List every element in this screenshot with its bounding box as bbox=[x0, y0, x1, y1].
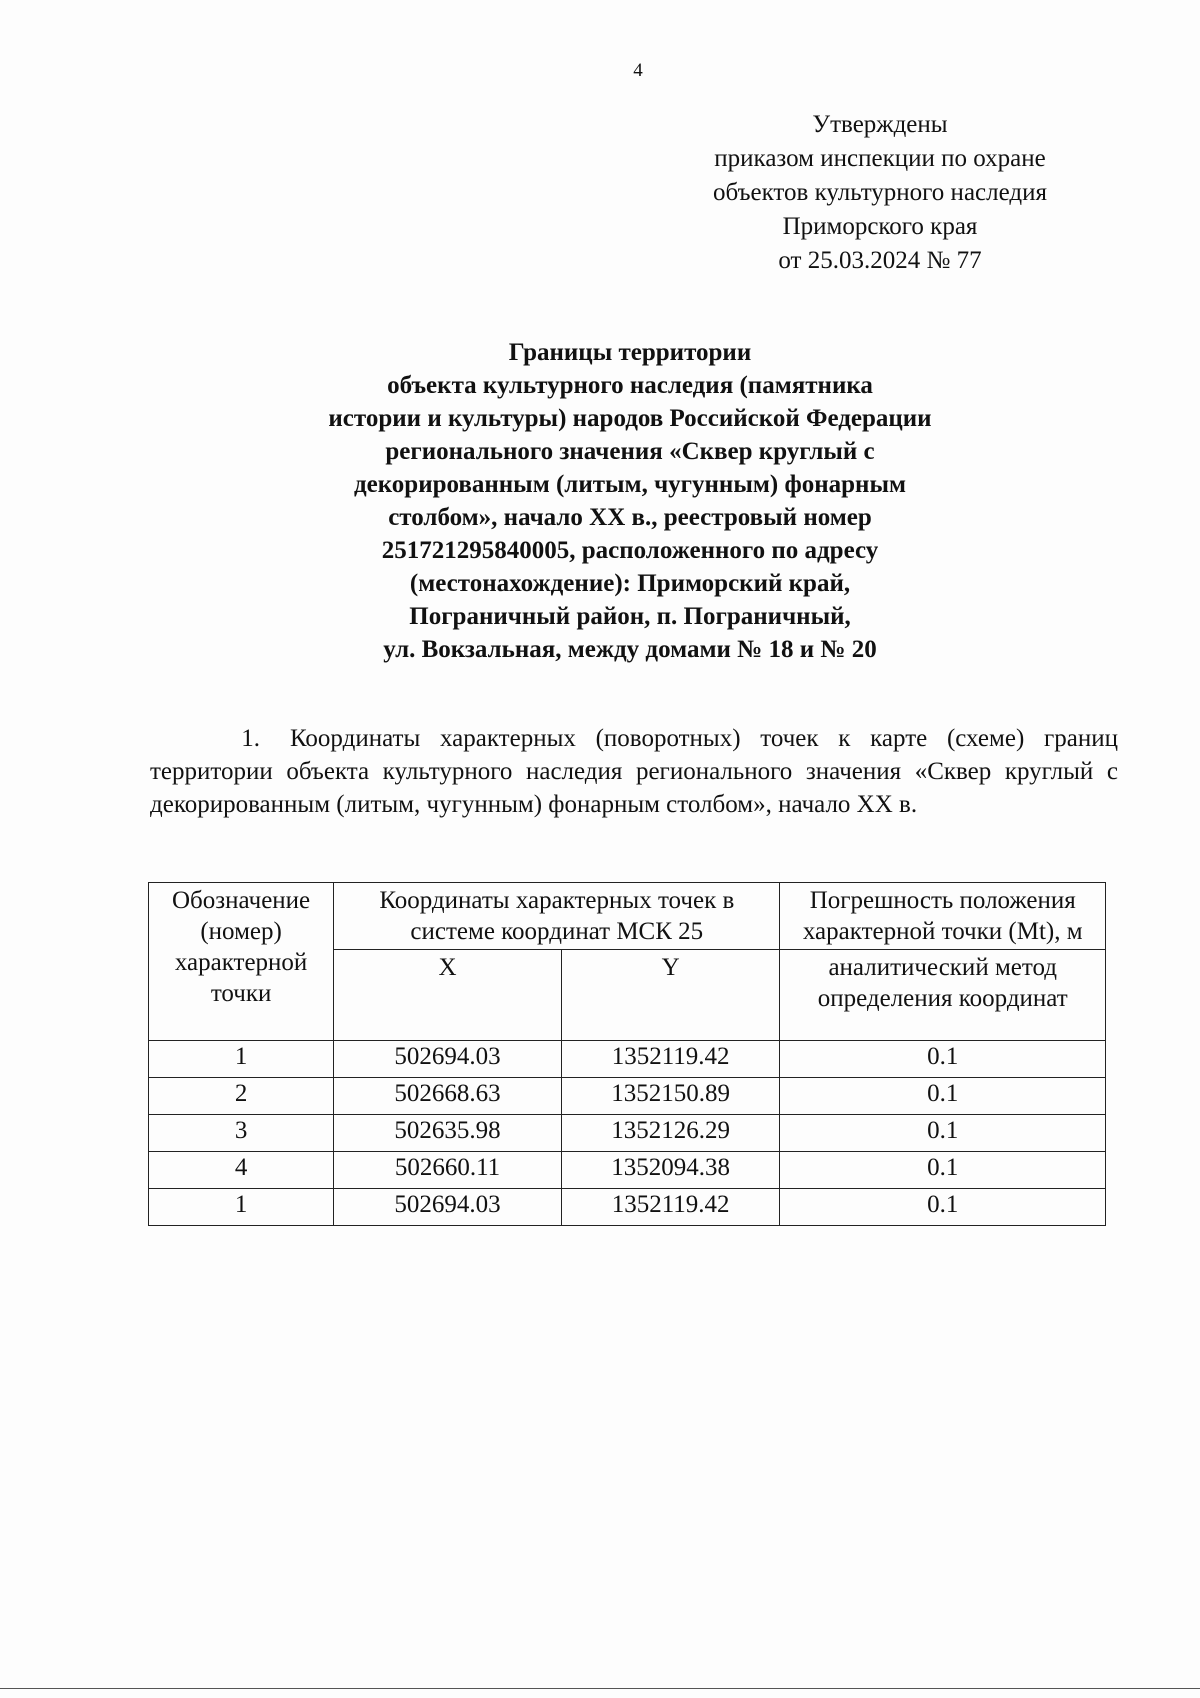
title-line: Границы территории bbox=[508, 339, 752, 366]
cell-point: 4 bbox=[149, 1152, 334, 1189]
cell-y: 1352094.38 bbox=[561, 1152, 780, 1189]
cell-point: 3 bbox=[149, 1115, 334, 1152]
approval-line: приказом инспекции по охране bbox=[714, 145, 1046, 172]
cell-x: 502668.63 bbox=[334, 1078, 562, 1115]
cell-y: 1352150.89 bbox=[561, 1078, 780, 1115]
header-error: Погрешность положения характерной точки (Mt), м bbox=[780, 883, 1106, 950]
title-line: 251721295840005, расположенного по адресу bbox=[381, 537, 879, 564]
table-row bbox=[149, 1041, 1106, 1078]
table-header-row bbox=[149, 883, 1106, 950]
title-line: истории и культуры) народов Российской Федерации bbox=[328, 405, 932, 432]
cell-y: 1352119.42 bbox=[561, 1189, 780, 1226]
table-row bbox=[149, 1152, 1106, 1189]
header-y: Y bbox=[561, 950, 780, 1041]
cell-mt: 0.1 bbox=[780, 1078, 1106, 1115]
header-coordinates: Координаты характерных точек в системе координат МСК 25 bbox=[334, 883, 780, 950]
coordinates-table bbox=[148, 882, 1106, 1226]
table-row bbox=[149, 1115, 1106, 1152]
cell-y: 1352119.42 bbox=[561, 1041, 780, 1078]
cell-x: 502694.03 bbox=[334, 1189, 562, 1226]
cell-x: 502694.03 bbox=[334, 1041, 562, 1078]
paragraph-1 bbox=[150, 722, 1118, 821]
header-x: X bbox=[334, 950, 562, 1041]
cell-mt: 0.1 bbox=[780, 1041, 1106, 1078]
title-line: Пограничный район, п. Пограничный, bbox=[409, 603, 851, 630]
title-line: ул. Вокзальная, между домами № 18 и № 20 bbox=[383, 636, 877, 663]
cell-mt: 0.1 bbox=[780, 1189, 1106, 1226]
paragraph-number: 1. bbox=[241, 725, 260, 752]
cell-mt: 0.1 bbox=[780, 1152, 1106, 1189]
title-line: столбом», начало XX в., реестровый номер bbox=[388, 504, 872, 531]
table-row bbox=[149, 1078, 1106, 1115]
header-point-designation: Обозначение (номер) характерной точки bbox=[149, 883, 334, 1041]
approval-line: Утверждены bbox=[812, 111, 948, 138]
title-line: объекта культурного наследия (памятника bbox=[387, 372, 873, 399]
approval-block bbox=[680, 108, 1080, 278]
title-line: (местонахождение): Приморский край, bbox=[409, 570, 851, 597]
cell-x: 502635.98 bbox=[334, 1115, 562, 1152]
approval-line: Приморского края bbox=[782, 213, 978, 240]
cell-mt: 0.1 bbox=[780, 1115, 1106, 1152]
approval-line: от 25.03.2024 № 77 bbox=[778, 247, 982, 274]
approval-line: объектов культурного наследия bbox=[713, 179, 1047, 206]
table-row bbox=[149, 1189, 1106, 1226]
cell-point: 1 bbox=[149, 1041, 334, 1078]
cell-x: 502660.11 bbox=[334, 1152, 562, 1189]
paragraph-text: Координаты характерных (поворотных) точек к карте (схеме) границ территории объекта культурного наследия регионального значения «Сквер круглый с декорированным (литым, чугунным) фонарным столбом», начало XX в. bbox=[150, 725, 1118, 818]
cell-point: 1 bbox=[149, 1189, 334, 1226]
cell-point: 2 bbox=[149, 1078, 334, 1115]
scan-edge-line bbox=[0, 1688, 1200, 1689]
title-line: декорированным (литым, чугунным) фонарным bbox=[353, 471, 907, 498]
title-line: регионального значения «Сквер круглый с bbox=[385, 438, 875, 465]
cell-y: 1352126.29 bbox=[561, 1115, 780, 1152]
page-number: 4 bbox=[633, 60, 643, 81]
document-title bbox=[230, 336, 1030, 666]
header-method: аналитический метод определения координат bbox=[780, 950, 1106, 1041]
